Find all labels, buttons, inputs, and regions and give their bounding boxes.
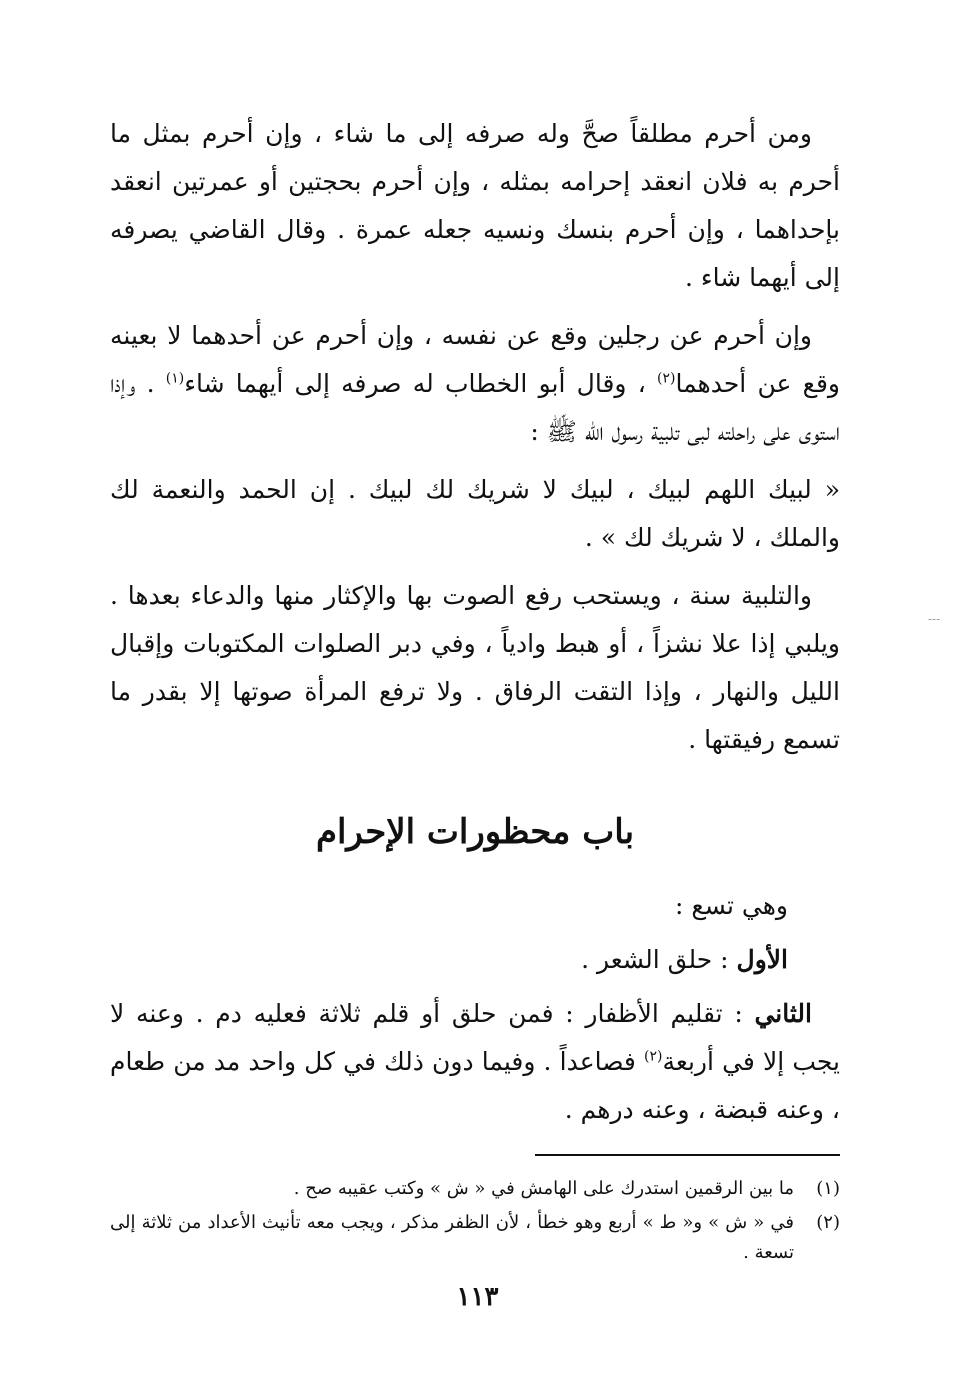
footnote-separator [535,1154,840,1156]
paragraph-text: ومن أحرم مطلقاً صحَّ وله صرفه إلى ما شاء ، وإن أحرم بمثل ما أحرم به فلان انعقد إحرامه بمثله ، وإن أحرم بحجتين أو عمرتين انعقد بإحداهما ، وإن أحرم بنسك ونسيه جعله عمرة . وقال القاضي يصرفه إلى أيهما شاء . [110,119,840,292]
page-number: ١١٣ [456,1282,499,1312]
section-heading: باب محظورات الإحرام [315,812,635,852]
margin-mark: --- [928,612,941,626]
footnote-text: في « ش » و« ط » أربع وهو خطأ ، لأن الظفر مذكر ، ويجب معه تأنيث الأعداد من ثلاثة إلى تسعة . [110,1212,795,1263]
paragraph-text-part-a: وإن أحرم عن رجلين وقع عن نفسه ، وإن أحرم عن أحدهما لا بعينه وقع عن أحدهما [110,321,840,398]
prohibition-second-label: الثاني [754,999,812,1028]
paragraph-text: والتلبية سنة ، ويستحب رفع الصوت بها والإكثار منها والدعاء بعدها . ويلبي إذا علا نشزاً ، أو هبط وادياً ، وفي دبر الصلوات المكتوبات وإقبال الليل والنهار ، وإذا التقت الرفاق . ولا ترفع المرأة صوتها إلا بقدر ما تسمع رفيقتها . [110,581,840,754]
prohibition-first-label: الأول [736,945,788,974]
footnote-2 [110,1208,840,1268]
prohibition-second-text-b: فصاعداً . وفيما دون ذلك في كل واحد مد من طعام ، وعنه قبضة ، وعنه درهم . [110,1047,840,1124]
footnote-text: ما بين الرقمين استدرك على الهامش في « ش » وكتب عقيبه صح . [293,1178,794,1199]
paragraph-talbiyah-rules [110,572,840,764]
prohibition-second [110,990,840,1134]
paragraph-ihram-for-others [110,312,840,456]
prohibition-second-text-a: : تقليم الأظفار : فمن حلق أو قلم ثلاثة فعليه دم . وعنه لا يجب إلا في أربعة [110,999,840,1076]
paragraph-talbiyah-text [110,466,840,562]
footnote-number: (١) [816,1178,840,1199]
paragraph-text-part-c: . وإذا استوى على راحلته لبى تلبية رسول الله ﷺ : [110,369,840,446]
page-body [110,110,840,1272]
prohibition-first [110,936,840,984]
paragraph-ihram-intention [110,110,840,302]
footnote-ref-2[interactable]: (٢) [657,370,676,387]
footnote-ref-2-second[interactable]: (٢) [644,1048,663,1065]
footnote-ref-1[interactable]: (١) [165,370,185,387]
section-intro: وهي تسع : [675,891,788,920]
paragraph-text: « لبيك اللهم لبيك ، لبيك لا شريك لك لبيك . إن الحمد والنعمة لك والملك ، لا شريك لك » . [110,475,840,552]
paragraph-text-part-b: ، وقال أبو الخطاب له صرفه إلى أيهما شاء [184,369,657,398]
prohibition-first-text: : حلق الشعر . [581,945,737,974]
footnote-1 [110,1174,840,1204]
footnote-number: (٢) [816,1212,840,1233]
